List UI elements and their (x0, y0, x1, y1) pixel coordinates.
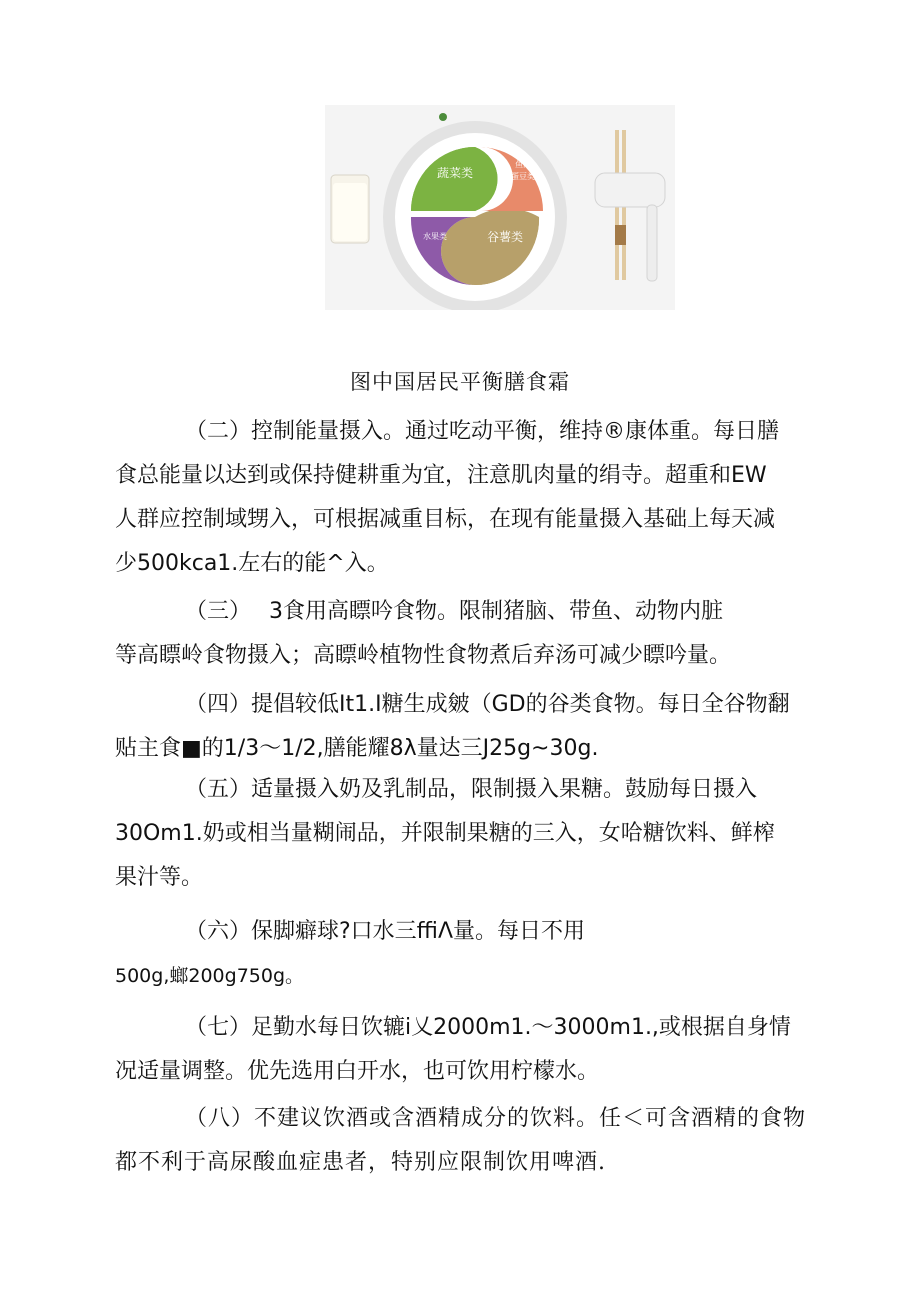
figure-caption: 图中国居民平衡膳食霜 (350, 370, 570, 394)
paragraph-line: 等高瞟岭食物摄入；高瞟岭植物性食物煮后弃汤可减少瞟吟量。 (115, 643, 732, 668)
paragraph-line: （五）适量摄入奶及乳制品，限制摄入果糖。鼓励每日摄入 (185, 777, 758, 802)
segment-label-meat: 鱼肉 (515, 160, 531, 169)
paragraph-line: 都不利于高尿酸血症患者，特别应限制饮用啤酒. (115, 1150, 606, 1175)
section-low-gi-grains (115, 683, 815, 771)
svg-text:蛋豆类: 蛋豆类 (511, 172, 535, 181)
plate-illustration (325, 105, 675, 310)
paragraph-line: 少500kca1.左右的能^入。 (115, 551, 389, 576)
balanced-diet-plate-figure (325, 105, 675, 310)
paragraph-line: （七）足勤水每日饮辘i乂2000m1.～3000m1.,或根据自身情 (185, 1015, 791, 1040)
paragraph-line: （三） 3食用高瞟吟食物。限制猪脑、带鱼、动物内脏 (185, 599, 723, 624)
paragraph-line: 果汁等。 (115, 865, 204, 890)
paragraph-line: 30Om1.奶或相当量糊闹品，并限制果糖的三入，女哈糖饮料、鲜榨 (115, 821, 775, 846)
section-alcohol (115, 1097, 815, 1185)
section-vegetables-fruit (115, 910, 815, 998)
paragraph-line: 人群应控制域甥入，可根据减重目标，在现有能量摄入基础上每天减 (115, 507, 776, 532)
paragraph-line: （二）控制能量摄入。通过吃动平衡，维持®康体重。每日膳 (185, 419, 780, 444)
paragraph-line: （四）提倡较低It1.I糖生成皴（GD的谷类食物。每日全谷物翻 (185, 692, 790, 717)
paragraph-line: 况适量调整。优先选用白开水，也可饮用柠檬水。 (115, 1059, 600, 1084)
section-water-intake (115, 1006, 815, 1094)
section-dairy-fructose (115, 768, 815, 900)
segment-label-grains: 谷薯类 (487, 230, 524, 244)
section-purine-food (115, 590, 815, 678)
paragraph-line: （六）保脚癖球?口水三ffiΛ量。每日不用 (185, 919, 585, 944)
paragraph-line: 500g,螂200g750g。 (115, 965, 305, 987)
paragraph-line: （八）不建议饮酒或含酒精成分的饮料。任＜可含酒精的食物 (185, 1106, 807, 1131)
segment-label-fruit: 水果类 (423, 232, 447, 241)
paragraph-line: 贴主食■的1/3～1/2,膳能耀8λ量达三J25g~30g. (115, 736, 599, 761)
segment-label-vegetables: 蔬菜类 (437, 166, 474, 180)
section-energy-intake (115, 410, 815, 586)
milk-glass-icon (331, 175, 369, 243)
paragraph-line: 食总能量以达到或保持健耕重为宜，注意肌肉量的绢寺。超重和EW (115, 463, 767, 488)
